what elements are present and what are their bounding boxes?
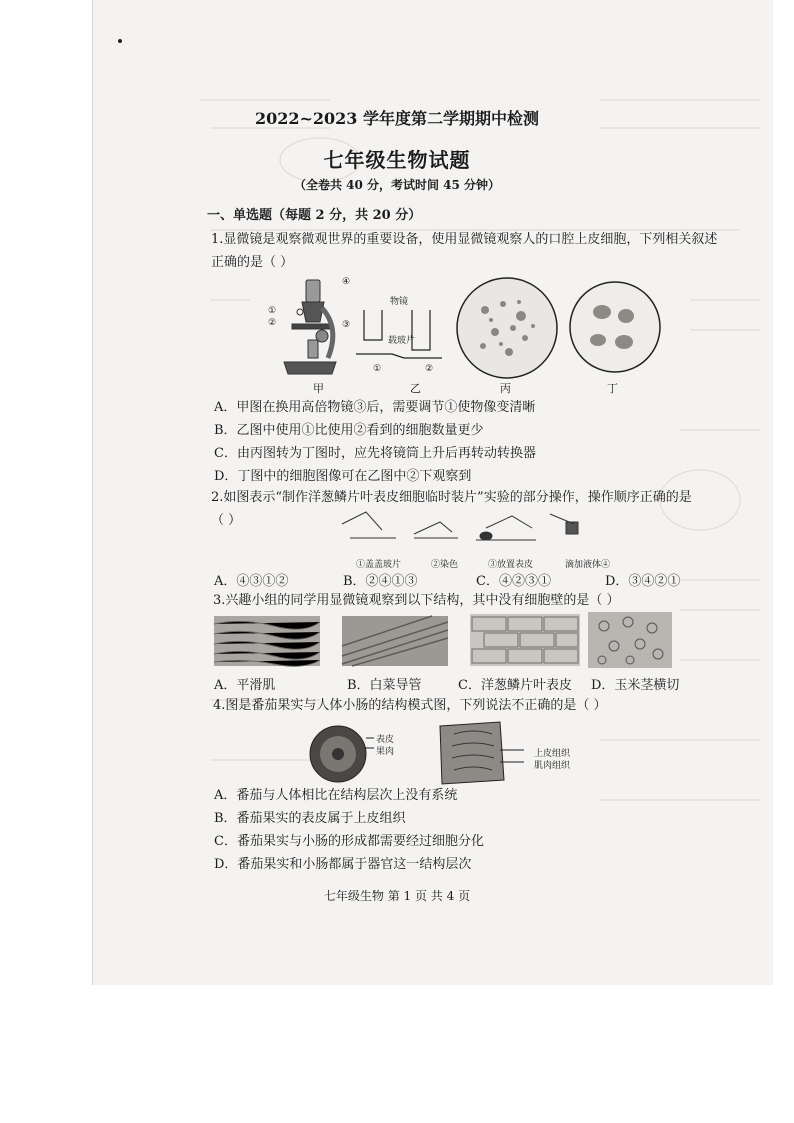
q4-label-epidermis: 表皮 bbox=[376, 735, 395, 745]
q4-stem: 4.图是番茄果实与人体小肠的结构模式图，下列说法不正确的是（ ） bbox=[213, 698, 607, 713]
q1-callout-2: ② bbox=[268, 318, 277, 328]
q1-option-c[interactable]: C．由丙图转为丁图时，应先将镜筒上升后再转动转换器 bbox=[214, 446, 536, 461]
exam-title: 2022~2023 学年度第二学期期中检测 bbox=[254, 109, 540, 128]
exam-note: （全卷共 40 分，考试时间 45 分钟） bbox=[293, 178, 501, 192]
q1-option-a[interactable]: A．甲图在换用高倍物镜③后，需要调节①使物像变清晰 bbox=[214, 400, 536, 415]
q4-option-c[interactable]: C．番茄果实与小肠的形成都需要经过细胞分化 bbox=[214, 834, 484, 849]
q2-option-c[interactable]: C．④②③① bbox=[476, 574, 551, 589]
q4-option-a[interactable]: A．番茄与人体相比在结构层次上没有系统 bbox=[214, 788, 458, 803]
q2-stem-line2: （ ） bbox=[211, 513, 242, 528]
q4-option-d[interactable]: D．番茄果实和小肠都属于器官这一结构层次 bbox=[214, 857, 472, 872]
q1-label-lens-2: ② bbox=[425, 364, 434, 374]
section-heading: 一、单选题（每题 2 分，共 20 分） bbox=[207, 208, 422, 223]
q2-step-cover: ①盖盖玻片 bbox=[356, 560, 402, 570]
q3-image-smooth-muscle bbox=[214, 616, 320, 666]
microscope-figure bbox=[262, 278, 342, 378]
q3-option-b[interactable]: B．白菜导管 bbox=[347, 678, 422, 693]
q1-stem-line2: 正确的是（ ） bbox=[211, 255, 294, 270]
q2-step-place: ③放置表皮 bbox=[488, 560, 534, 570]
view-bing-figure bbox=[455, 276, 559, 380]
speck-mark bbox=[118, 39, 122, 43]
exam-subtitle: 七年级生物试题 bbox=[323, 148, 471, 172]
q1-label-ding: 丁 bbox=[607, 382, 618, 395]
q2-step-stain: ②染色 bbox=[431, 560, 459, 570]
q3-option-d[interactable]: D．玉米茎横切 bbox=[591, 678, 680, 693]
q4-option-b[interactable]: B．番茄果实的表皮属于上皮组织 bbox=[214, 811, 406, 826]
q2-stem-line1: 2.如图表示“制作洋葱鳞片叶表皮细胞临时装片”实验的部分操作，操作顺序正确的是 bbox=[211, 490, 692, 505]
q1-stem-line1: 1.显微镜是观察微观世界的重要设备，使用显微镜观察人的口腔上皮细胞，下列相关叙述 bbox=[211, 232, 718, 247]
q3-image-onion-epidermis bbox=[470, 614, 580, 666]
q1-option-b[interactable]: B．乙图中使用①比使用②看到的细胞数量更少 bbox=[214, 423, 484, 438]
q1-label-bing: 丙 bbox=[500, 382, 511, 395]
q1-label-jia: 甲 bbox=[313, 382, 324, 395]
q2-option-b[interactable]: B．②④①③ bbox=[343, 574, 418, 589]
page-footer: 七年级生物 第 1 页 共 4 页 bbox=[323, 889, 471, 903]
q1-callout-1: ① bbox=[268, 306, 277, 316]
q3-stem: 3.兴趣小组的同学用显微镜观察到以下结构，其中没有细胞壁的是（ ） bbox=[213, 593, 620, 608]
q3-option-c[interactable]: C．洋葱鳞片叶表皮 bbox=[458, 678, 572, 693]
q1-callout-4: ④ bbox=[342, 277, 351, 287]
q4-tomato-figure bbox=[308, 724, 372, 784]
q1-label-lens-1: ① bbox=[373, 364, 382, 374]
q4-label-muscle: 肌肉组织 bbox=[534, 761, 571, 771]
q4-label-epithelial: 上皮组织 bbox=[534, 749, 571, 759]
q4-intestine-figure bbox=[434, 720, 524, 786]
q1-label-objective: 物镜 bbox=[390, 297, 409, 307]
q1-option-d[interactable]: D．丁图中的细胞图像可在乙图中②下观察到 bbox=[214, 469, 472, 484]
q2-option-d[interactable]: D．③④②① bbox=[605, 574, 681, 589]
q4-label-flesh: 果肉 bbox=[376, 747, 395, 757]
view-ding-figure bbox=[568, 280, 662, 374]
q3-image-vessel bbox=[342, 616, 448, 666]
q1-callout-3: ③ bbox=[342, 320, 351, 330]
q2-steps-figure bbox=[336, 504, 606, 550]
q1-label-yi: 乙 bbox=[410, 382, 421, 395]
q3-option-a[interactable]: A．平滑肌 bbox=[214, 678, 276, 693]
q2-step-drop: 滴加液体④ bbox=[565, 560, 611, 570]
q3-image-corn-stem bbox=[588, 612, 672, 668]
q2-option-a[interactable]: A．④③①② bbox=[214, 574, 289, 589]
q1-label-slide: 载玻片 bbox=[388, 336, 416, 346]
